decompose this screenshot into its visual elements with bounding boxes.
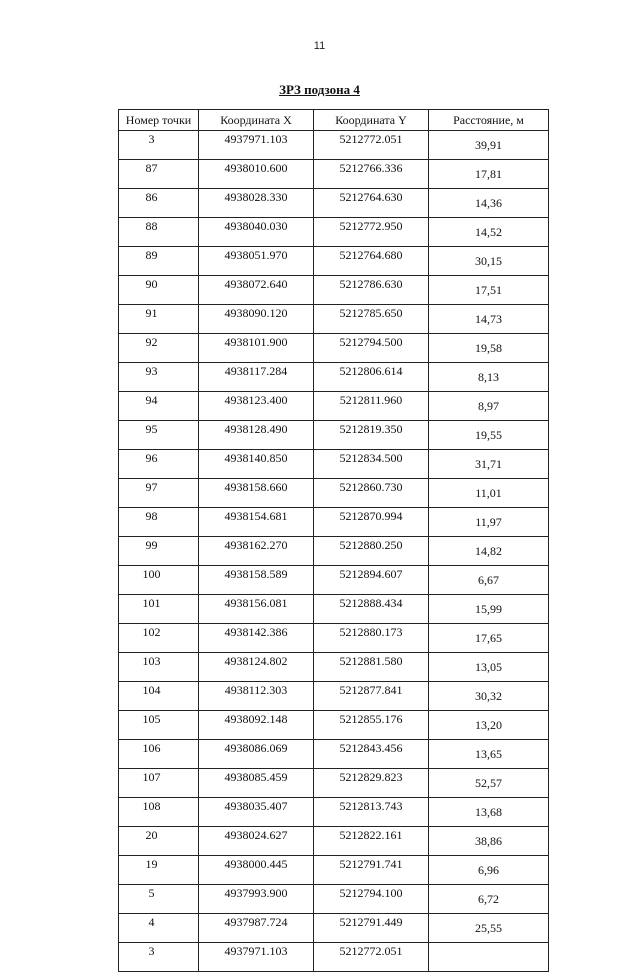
table-row bbox=[119, 247, 549, 276]
table-row bbox=[119, 624, 549, 653]
cell-distance: 6,72 bbox=[429, 885, 549, 914]
cell-distance: 11,97 bbox=[429, 508, 549, 537]
cell-coordinate-y: 5212834.500 bbox=[314, 450, 429, 479]
cell-coordinate-x: 4938086.069 bbox=[199, 740, 314, 769]
cell-distance bbox=[429, 943, 549, 972]
cell-coordinate-y: 5212894.607 bbox=[314, 566, 429, 595]
cell-coordinate-x: 4938090.120 bbox=[199, 305, 314, 334]
cell-coordinate-y: 5212766.336 bbox=[314, 160, 429, 189]
cell-coordinate-y: 5212888.434 bbox=[314, 595, 429, 624]
cell-coordinate-x: 4938085.459 bbox=[199, 769, 314, 798]
cell-point-number: 89 bbox=[119, 247, 199, 276]
cell-point-number: 95 bbox=[119, 421, 199, 450]
table-row bbox=[119, 363, 549, 392]
cell-distance: 8,97 bbox=[429, 392, 549, 421]
cell-point-number: 4 bbox=[119, 914, 199, 943]
cell-point-number: 107 bbox=[119, 769, 199, 798]
cell-distance: 52,57 bbox=[429, 769, 549, 798]
cell-point-number: 94 bbox=[119, 392, 199, 421]
cell-coordinate-y: 5212794.500 bbox=[314, 334, 429, 363]
cell-coordinate-y: 5212860.730 bbox=[314, 479, 429, 508]
table-row bbox=[119, 305, 549, 334]
cell-coordinate-x: 4937987.724 bbox=[199, 914, 314, 943]
cell-coordinate-x: 4938128.490 bbox=[199, 421, 314, 450]
table-row bbox=[119, 885, 549, 914]
cell-coordinate-y: 5212843.456 bbox=[314, 740, 429, 769]
cell-point-number: 92 bbox=[119, 334, 199, 363]
cell-point-number: 5 bbox=[119, 885, 199, 914]
table-row bbox=[119, 943, 549, 972]
table-row bbox=[119, 421, 549, 450]
cell-coordinate-y: 5212880.250 bbox=[314, 537, 429, 566]
cell-distance: 31,71 bbox=[429, 450, 549, 479]
cell-point-number: 3 bbox=[119, 131, 199, 160]
cell-coordinate-x: 4938072.640 bbox=[199, 276, 314, 305]
cell-coordinate-x: 4937971.103 bbox=[199, 131, 314, 160]
cell-distance: 14,82 bbox=[429, 537, 549, 566]
cell-point-number: 103 bbox=[119, 653, 199, 682]
table-row bbox=[119, 334, 549, 363]
cell-coordinate-y: 5212772.950 bbox=[314, 218, 429, 247]
table-row bbox=[119, 508, 549, 537]
cell-coordinate-x: 4938162.270 bbox=[199, 537, 314, 566]
cell-coordinate-x: 4938092.148 bbox=[199, 711, 314, 740]
cell-distance: 14,52 bbox=[429, 218, 549, 247]
cell-point-number: 104 bbox=[119, 682, 199, 711]
cell-distance: 8,13 bbox=[429, 363, 549, 392]
cell-distance: 13,05 bbox=[429, 653, 549, 682]
cell-coordinate-x: 4938028.330 bbox=[199, 189, 314, 218]
cell-point-number: 87 bbox=[119, 160, 199, 189]
cell-coordinate-y: 5212877.841 bbox=[314, 682, 429, 711]
cell-coordinate-x: 4938101.900 bbox=[199, 334, 314, 363]
header-point-number: Номер точки bbox=[119, 110, 199, 131]
cell-coordinate-x: 4938156.081 bbox=[199, 595, 314, 624]
cell-point-number: 86 bbox=[119, 189, 199, 218]
cell-coordinate-y: 5212881.580 bbox=[314, 653, 429, 682]
cell-point-number: 105 bbox=[119, 711, 199, 740]
cell-coordinate-y: 5212794.100 bbox=[314, 885, 429, 914]
cell-coordinate-y: 5212813.743 bbox=[314, 798, 429, 827]
table-row bbox=[119, 189, 549, 218]
table-row bbox=[119, 914, 549, 943]
table-row bbox=[119, 537, 549, 566]
cell-coordinate-y: 5212870.994 bbox=[314, 508, 429, 537]
cell-point-number: 99 bbox=[119, 537, 199, 566]
cell-distance: 13,65 bbox=[429, 740, 549, 769]
coordinates-table bbox=[118, 109, 549, 972]
document-title: ЗРЗ подзона 4 bbox=[279, 82, 360, 97]
cell-distance: 11,01 bbox=[429, 479, 549, 508]
cell-distance: 13,20 bbox=[429, 711, 549, 740]
cell-coordinate-y: 5212806.614 bbox=[314, 363, 429, 392]
cell-coordinate-x: 4938051.970 bbox=[199, 247, 314, 276]
cell-coordinate-y: 5212791.741 bbox=[314, 856, 429, 885]
cell-distance: 19,58 bbox=[429, 334, 549, 363]
cell-distance: 15,99 bbox=[429, 595, 549, 624]
table-row bbox=[119, 769, 549, 798]
table-row bbox=[119, 827, 549, 856]
table-row bbox=[119, 653, 549, 682]
cell-coordinate-x: 4938123.400 bbox=[199, 392, 314, 421]
cell-point-number: 106 bbox=[119, 740, 199, 769]
cell-coordinate-y: 5212829.823 bbox=[314, 769, 429, 798]
cell-coordinate-x: 4937993.900 bbox=[199, 885, 314, 914]
cell-point-number: 100 bbox=[119, 566, 199, 595]
cell-distance: 17,65 bbox=[429, 624, 549, 653]
cell-distance: 17,81 bbox=[429, 160, 549, 189]
cell-coordinate-x: 4938024.627 bbox=[199, 827, 314, 856]
cell-coordinate-x: 4938112.303 bbox=[199, 682, 314, 711]
cell-coordinate-x: 4938140.850 bbox=[199, 450, 314, 479]
cell-coordinate-y: 5212822.161 bbox=[314, 827, 429, 856]
cell-distance: 39,91 bbox=[429, 131, 549, 160]
table-row bbox=[119, 740, 549, 769]
cell-coordinate-x: 4938158.589 bbox=[199, 566, 314, 595]
cell-distance: 6,67 bbox=[429, 566, 549, 595]
cell-coordinate-x: 4937971.103 bbox=[199, 943, 314, 972]
cell-coordinate-x: 4938124.802 bbox=[199, 653, 314, 682]
table-row bbox=[119, 566, 549, 595]
table-row bbox=[119, 160, 549, 189]
cell-coordinate-y: 5212791.449 bbox=[314, 914, 429, 943]
table-row bbox=[119, 798, 549, 827]
table-row bbox=[119, 856, 549, 885]
header-distance: Расстояние, м bbox=[429, 110, 549, 131]
table-header-row bbox=[119, 110, 549, 131]
cell-coordinate-x: 4938154.681 bbox=[199, 508, 314, 537]
cell-point-number: 93 bbox=[119, 363, 199, 392]
cell-distance: 14,36 bbox=[429, 189, 549, 218]
table-row bbox=[119, 218, 549, 247]
cell-coordinate-y: 5212880.173 bbox=[314, 624, 429, 653]
cell-coordinate-y: 5212811.960 bbox=[314, 392, 429, 421]
cell-coordinate-x: 4938000.445 bbox=[199, 856, 314, 885]
cell-coordinate-y: 5212772.051 bbox=[314, 131, 429, 160]
cell-distance: 19,55 bbox=[429, 421, 549, 450]
header-coordinate-y: Координата Y bbox=[314, 110, 429, 131]
cell-point-number: 91 bbox=[119, 305, 199, 334]
cell-point-number: 98 bbox=[119, 508, 199, 537]
page-number: 11 bbox=[313, 40, 326, 52]
cell-point-number: 108 bbox=[119, 798, 199, 827]
cell-point-number: 88 bbox=[119, 218, 199, 247]
cell-coordinate-x: 4938040.030 bbox=[199, 218, 314, 247]
cell-coordinate-y: 5212772.051 bbox=[314, 943, 429, 972]
cell-point-number: 97 bbox=[119, 479, 199, 508]
cell-coordinate-y: 5212786.630 bbox=[314, 276, 429, 305]
table-row bbox=[119, 276, 549, 305]
cell-coordinate-y: 5212764.680 bbox=[314, 247, 429, 276]
cell-point-number: 19 bbox=[119, 856, 199, 885]
cell-coordinate-x: 4938010.600 bbox=[199, 160, 314, 189]
cell-distance: 30,32 bbox=[429, 682, 549, 711]
cell-distance: 6,96 bbox=[429, 856, 549, 885]
cell-point-number: 3 bbox=[119, 943, 199, 972]
header-coordinate-x: Координата X bbox=[199, 110, 314, 131]
table-row bbox=[119, 479, 549, 508]
cell-coordinate-y: 5212785.650 bbox=[314, 305, 429, 334]
cell-point-number: 90 bbox=[119, 276, 199, 305]
cell-coordinate-y: 5212819.350 bbox=[314, 421, 429, 450]
table-row bbox=[119, 682, 549, 711]
cell-point-number: 102 bbox=[119, 624, 199, 653]
cell-point-number: 101 bbox=[119, 595, 199, 624]
table-row bbox=[119, 392, 549, 421]
cell-coordinate-y: 5212764.630 bbox=[314, 189, 429, 218]
table-row bbox=[119, 711, 549, 740]
cell-coordinate-x: 4938117.284 bbox=[199, 363, 314, 392]
cell-point-number: 96 bbox=[119, 450, 199, 479]
table-row bbox=[119, 131, 549, 160]
cell-coordinate-x: 4938158.660 bbox=[199, 479, 314, 508]
cell-distance: 30,15 bbox=[429, 247, 549, 276]
cell-distance: 14,73 bbox=[429, 305, 549, 334]
table-row bbox=[119, 450, 549, 479]
cell-point-number: 20 bbox=[119, 827, 199, 856]
cell-coordinate-y: 5212855.176 bbox=[314, 711, 429, 740]
cell-coordinate-x: 4938142.386 bbox=[199, 624, 314, 653]
table-row bbox=[119, 595, 549, 624]
cell-distance: 17,51 bbox=[429, 276, 549, 305]
cell-distance: 38,86 bbox=[429, 827, 549, 856]
cell-coordinate-x: 4938035.407 bbox=[199, 798, 314, 827]
cell-distance: 25,55 bbox=[429, 914, 549, 943]
cell-distance: 13,68 bbox=[429, 798, 549, 827]
